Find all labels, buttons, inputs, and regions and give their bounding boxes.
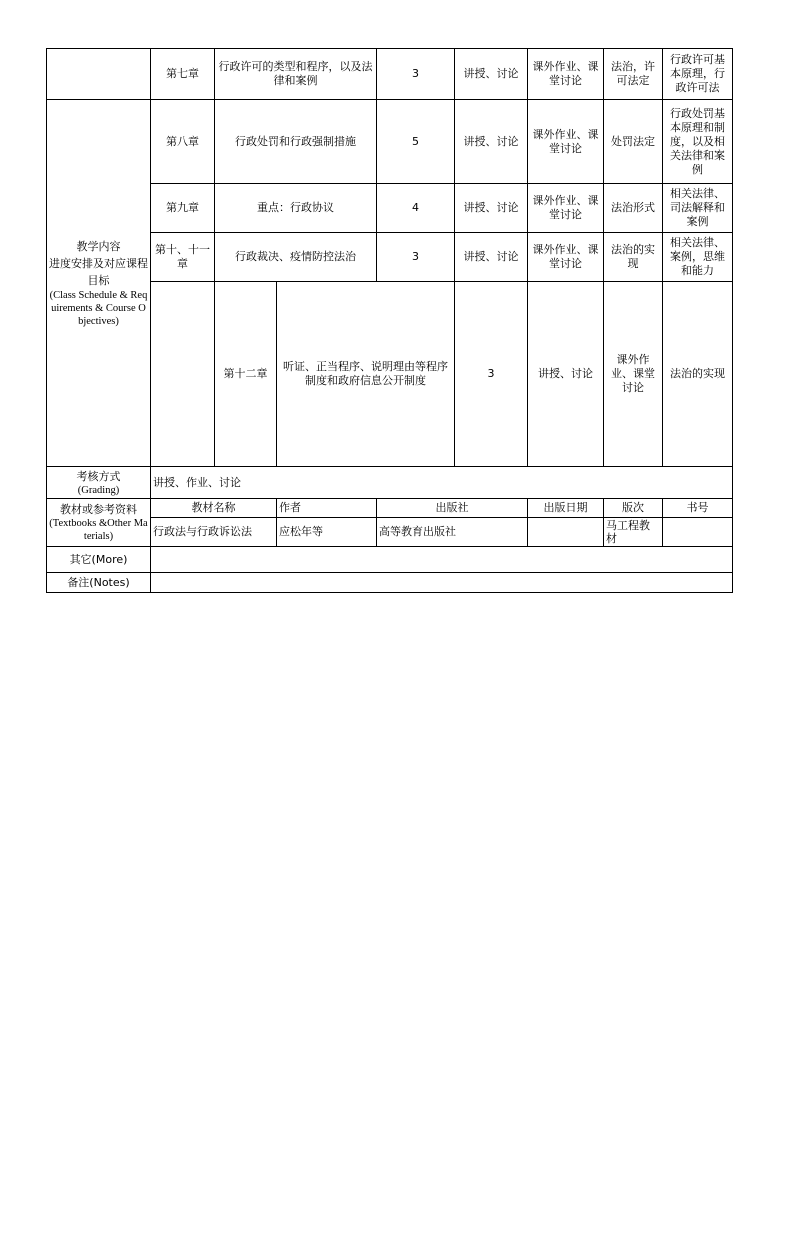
textbook-name-header: 教材名称: [151, 499, 277, 518]
more-label: 其它(More): [47, 547, 151, 573]
chapter-cell: 第十二章: [215, 282, 277, 467]
points-cell: 相关法律、案例，思维和能力: [663, 233, 733, 282]
schedule-label-cell: [47, 100, 151, 467]
objective-cell: 法治，许可法定: [604, 49, 663, 100]
hours-cell: 3: [455, 282, 528, 467]
grading-label-en: (Grading): [77, 485, 120, 496]
schedule-label-cn-3: 目标: [87, 274, 110, 287]
chapter-cell: 第十、十一章: [151, 233, 215, 282]
syllabus-table: [46, 48, 733, 593]
method-cell: 讲授、讨论: [455, 233, 528, 282]
objective-cell: 法治的实现: [604, 233, 663, 282]
schedule-label-en: (Class Schedule & Requirements & Course Objectives): [49, 290, 148, 327]
content-cell: 行政裁决、疫情防控法治: [215, 233, 377, 282]
textbook-header-row: [47, 499, 733, 518]
objective-cell: 法治的实现: [663, 282, 733, 467]
method-cell: 讲授、讨论: [528, 282, 604, 467]
schedule-label-cn-1: 教学内容: [76, 240, 121, 253]
hours-cell: 5: [377, 100, 455, 184]
method-cell: 讲授、讨论: [455, 49, 528, 100]
textbook-author-header: 作者: [277, 499, 377, 518]
textbook-author: 应松年等: [277, 518, 377, 547]
points-cell: 行政处罚基本原理和制度，以及相关法律和案例: [663, 100, 733, 184]
points-cell: 相关法律、司法解释和案例: [663, 184, 733, 233]
homework-cell: 课外作业、课堂讨论: [528, 233, 604, 282]
notes-value: [151, 573, 733, 593]
textbook-edition: 马工程教材: [604, 518, 663, 547]
points-cell: 行政许可基本原理，行政许可法: [663, 49, 733, 100]
grading-row: [47, 467, 733, 499]
blank-label-cell: [47, 49, 151, 100]
table-row: [47, 100, 733, 184]
hours-cell: 3: [377, 49, 455, 100]
textbook-name: 行政法与行政诉讼法: [151, 518, 277, 547]
content-cell: 行政许可的类型和程序，以及法律和案例: [215, 49, 377, 100]
objective-cell: 法治形式: [604, 184, 663, 233]
grading-label-cn: 考核方式: [76, 470, 121, 483]
textbooks-label-cell: [47, 499, 151, 547]
content-cell: 听证、正当程序、说明理由等程序制度和政府信息公开制度: [277, 282, 455, 467]
textbook-isbn: [663, 518, 733, 547]
textbooks-label-en: (Textbooks &Other Materials): [49, 517, 148, 542]
schedule-label-cn-2: 进度安排及对应课程: [49, 257, 148, 270]
more-row: [47, 547, 733, 573]
grading-value: 讲授、作业、讨论: [151, 467, 733, 499]
method-cell: 讲授、讨论: [455, 184, 528, 233]
blank-label-cell: [151, 282, 215, 467]
textbook-publisher-header: 出版社: [377, 499, 528, 518]
chapter-cell: 第七章: [151, 49, 215, 100]
content-cell: 重点：行政协议: [215, 184, 377, 233]
textbook-publisher: 高等教育出版社: [377, 518, 528, 547]
hours-cell: 3: [377, 233, 455, 282]
content-cell: 行政处罚和行政强制措施: [215, 100, 377, 184]
homework-cell: 课外作业、课堂讨论: [528, 184, 604, 233]
objective-cell: 处罚法定: [604, 100, 663, 184]
grading-label-cell: [47, 467, 151, 499]
textbook-edition-header: 版次: [604, 499, 663, 518]
textbook-date-header: 出版日期: [528, 499, 604, 518]
chapter-cell: 第八章: [151, 100, 215, 184]
homework-cell: 课外作业、课堂讨论: [528, 100, 604, 184]
textbooks-label-cn: 教材或参考资料: [60, 502, 137, 516]
homework-cell: 课外作业、课堂讨论: [604, 282, 663, 467]
hours-cell: 4: [377, 184, 455, 233]
notes-row: [47, 573, 733, 593]
textbook-isbn-header: 书号: [663, 499, 733, 518]
homework-cell: 课外作业、课堂讨论: [528, 49, 604, 100]
method-cell: 讲授、讨论: [455, 100, 528, 184]
chapter-cell: 第九章: [151, 184, 215, 233]
more-value: [151, 547, 733, 573]
textbook-date: [528, 518, 604, 547]
table-row: [47, 49, 733, 100]
notes-label: 备注(Notes): [47, 573, 151, 593]
